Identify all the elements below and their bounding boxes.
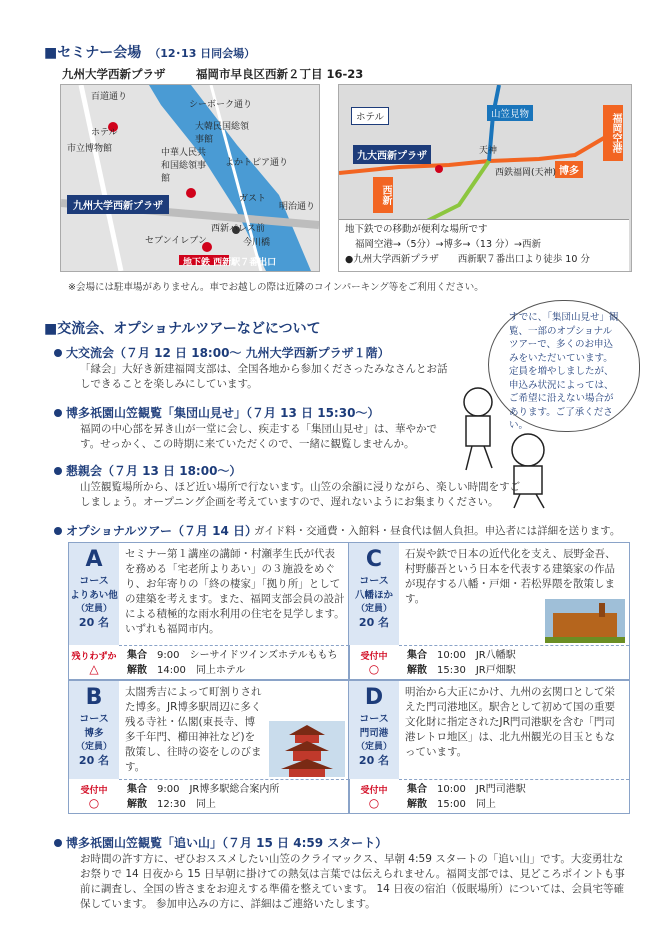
tour-d-schedule: 集合 10:00 JR門司港駅 解散 15:00 同上 — [399, 779, 629, 814]
tour-b-status: 受付中 ○ — [80, 786, 108, 810]
tour-c-status: 受付中 ○ — [360, 652, 388, 676]
tour-d — [348, 680, 630, 814]
map-label-palace: 西新パレス前 — [211, 224, 265, 234]
route-airport-label: 福岡空港 — [603, 105, 623, 161]
tour-c-code: C コース 八幡ほか （定員） 20 名 — [349, 543, 399, 645]
route-map — [338, 84, 632, 272]
tour-b-schedule: 集合 9:00 JR博多駅総合案内所 解散 12:30 同上 — [119, 779, 349, 814]
tour-a-schedule: 集合 9:00 シーサイドツインズホテルももち 解散 14:00 同上ホテル — [119, 645, 349, 680]
map-label-hotel: ホテル — [91, 128, 118, 138]
tour-a-code: A コース よりあい他 （定員） 20 名 — [69, 543, 119, 645]
event-1-title: 大交流会（７月 12 日 18:00～ 九州大学西新プラザ１階） — [54, 344, 390, 361]
route-hotel-label: ホテル — [351, 107, 389, 125]
tour-d-code: D コース 門司港 （定員） 20 名 — [349, 681, 399, 779]
events-heading: ■交流会、オプショナルツアーなどについて — [44, 321, 321, 337]
tour-b-photo — [269, 721, 345, 777]
tour-a — [68, 542, 350, 680]
venue-dates: （12･13 日同会場） — [149, 47, 256, 60]
route-plaza-label: 九大西新プラザ — [353, 145, 431, 164]
map-label-seaboke: シーボーク通り — [189, 100, 253, 110]
map-label-china-consulate: 中華人民共和国総領事館 — [161, 148, 207, 184]
tour-d-desc: 明治から大正にかけ、九州の玄関口として栄えた門司港地区。駅舎として初めて国の重要文化財に指定されたJR門司港駅を含む「門司港レトロ地区」は、北九州観光の目玉ともなっています。 — [405, 686, 615, 758]
map-label-seven: セブンイレブン — [145, 236, 207, 246]
event-3-body: 山笠観覧場所から、ほど近い場所で行ないます。山笠の余韻に浸りながら、楽しい時間をすごしましょう。オープニング企画を考えていますので、遅れないようにお集まりください。 — [80, 481, 521, 508]
route-info-title: 地下鉄での移動が便利な場所です — [345, 224, 488, 235]
route-nishitetsu-label: 西鉄福岡(天神) — [495, 168, 557, 178]
route-info-access: ●九州大学西新プラザ 西新駅７番出口より徒歩 10 分 — [345, 254, 590, 265]
venue-name: 九州大学西新プラザ — [62, 67, 166, 81]
oiyama-body: お時間の許す方に、ぜひおススメしたい山笠のクライマックス、早朝 4:59 スタートの「追い山」です。大変勇壮なお祭りで 14 日夜から 15 日早朝に掛けての熱気は言葉では伝えられません。福岡支部では、見どころポイントも事前に調査し、全国の皆さまをお迎えする準備を整えています。 14 日夜の宿泊（仮眠場所）については、会員宅等確保しています。 参加申込みの方に、詳細はご連絡いたします。 — [80, 853, 625, 910]
tour-b-desc: 太閤秀吉によって町割りされた博多。JR博多駅周辺に多く残る寺社・仏閣(東長寺、博多千年門、櫛田神社など)を散策し、往時の姿をしのびます。 — [125, 686, 262, 773]
map-label-gusto: ガスト — [239, 194, 267, 204]
map-label-yokatopia: よかトピア通り — [225, 158, 289, 168]
venue-address: 福岡市早良区西新２丁目 16-23 — [196, 67, 364, 81]
venue-heading: ■セミナー会場 （12･13 日同会場） — [44, 45, 256, 61]
tour-c-schedule: 集合 10:00 JR八幡駅 解散 15:30 JR戸畑駅 — [399, 645, 629, 680]
venue-map — [60, 84, 320, 272]
event-2-title: 博多祇園山笠観覧「集団山見せ」（７月 13 日 15:30～） — [54, 404, 379, 421]
route-hakata-label: 博多 — [555, 161, 583, 178]
route-tenjin-label: 天神 — [479, 146, 498, 156]
optional-note: ガイド料・交通費・入館料・昼食代は個人負担。申込者には詳細を送ります。 — [254, 525, 621, 537]
route-info-route: 福岡空港→（5分）→博多→（13 分）→西新 — [355, 239, 541, 250]
route-yamakasa-label: 山笠見物 — [487, 105, 533, 121]
optional-title: オプショナルツアー（７月 14 日） — [54, 522, 257, 539]
tour-b-code: B コース 博多 （定員） 20 名 — [69, 681, 119, 779]
map-label-korea-consulate: 大韓民国総領事館 — [195, 122, 250, 145]
map-label-momochi: 百道通り — [91, 92, 128, 102]
tour-a-status: 残りわずか △ — [69, 645, 119, 679]
oiyama-title: 博多祇園山笠観覧「追い山」（７月 15 日 4:59 スタート） — [54, 834, 387, 851]
parking-note: ※会場には駐車場がありません。車でお越しの際は近隣のコインパーキング等をご利用ください。 — [68, 282, 484, 293]
map-venue-label: 九州大学西新プラザ — [67, 195, 169, 214]
tour-d-status: 受付中 ○ — [360, 786, 388, 810]
tour-c-photo — [545, 599, 625, 643]
map-station-exit: 地下鉄 西新駅７番出口 — [183, 258, 277, 268]
event-1-body: 「縁会」大好き新建福岡支部は、全国各地から参加くださったみなさんとお話しできることを楽しみにしています。 — [80, 363, 448, 390]
notice-bubble-text: すでに、「集団山見せ」観覧、一部のオプショナルツアーで、多くのお申込みをいただいています。定員を増やしましたが、申込み状況によっては、ご希望に沿えない場合があります。ご了承ください。 — [509, 312, 619, 431]
tour-c-desc: 石炭や鉄で日本の近代化を支え、辰野金吾、村野藤吾という日本を代表する建築家の作品が現存する八幡・戸畑・若松界隈を散策します。 — [405, 548, 616, 605]
route-nishijin-label: 西新 — [373, 177, 393, 213]
map-label-imagawa: 今川橋 — [243, 238, 271, 248]
event-3-title: 懇親会（７月 13 日 18:00～） — [54, 462, 241, 479]
tour-c — [348, 542, 630, 680]
event-2-body: 福岡の中心部を昇き山が一堂に会し、疾走する「集団山見せ」は、華やかです。せっかく、この時期に来ていただくので、一緒に観覧しませんか。 — [80, 423, 437, 450]
map-label-meiji: 明治通り — [279, 202, 316, 212]
tour-b — [68, 680, 350, 814]
route-info-box — [339, 219, 629, 271]
tour-a-desc: セミナー第１講座の講師・村瀬孝生氏が代表を務める「宅老所よりあい」の３施設をめぐり、お年寄りの「終の棲家」「拠り所」としての建築を考えます。また、福岡支部会員の設計による積極的な雨水利用の住宅を見学します。いずれも福岡市内。 — [125, 548, 345, 635]
map-label-museum: 市立博物館 — [67, 144, 113, 154]
